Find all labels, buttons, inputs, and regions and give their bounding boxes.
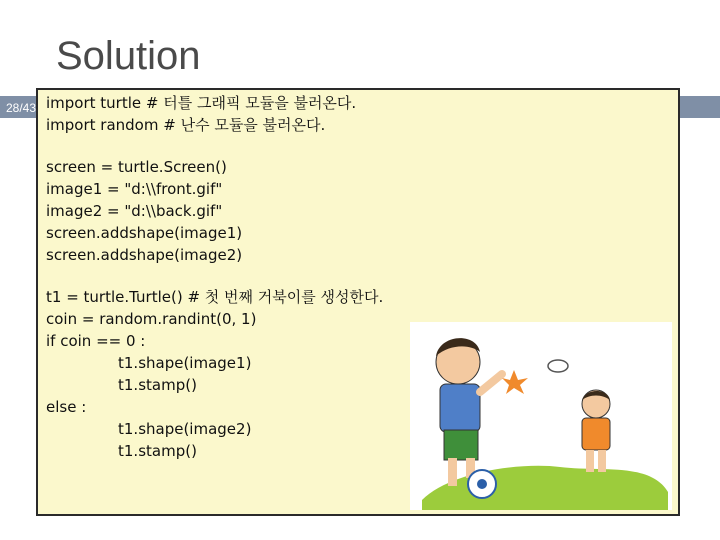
slide-title: Solution <box>56 34 201 78</box>
grass <box>422 466 668 510</box>
code-line: import random # 난수 모듈을 불러온다. <box>46 116 326 134</box>
code-line: t1.shape(image1) <box>118 354 252 372</box>
boy-shirt <box>440 384 480 432</box>
code-line: import turtle # 터틀 그래픽 모듈을 불러온다. <box>46 94 357 112</box>
slide-number: 28/43 <box>6 101 37 115</box>
small-boy-shirt <box>582 418 610 450</box>
illustration-svg <box>410 322 672 510</box>
coin-flip-illustration <box>410 322 672 510</box>
boy-shorts <box>444 430 478 460</box>
code-line: if coin == 0 : <box>46 332 146 350</box>
soccer-ball-patch <box>477 479 487 489</box>
code-line: t1 = turtle.Turtle() # 첫 번째 거북이를 생성한다. <box>46 288 384 306</box>
coin <box>548 360 568 372</box>
code-line: screen.addshape(image2) <box>46 246 243 264</box>
code-line: t1.stamp() <box>118 442 197 460</box>
code-line: t1.shape(image2) <box>118 420 252 438</box>
code-line: screen = turtle.Screen() <box>46 158 227 176</box>
code-line: coin = random.randint(0, 1) <box>46 310 257 328</box>
code-line: image2 = "d:\\back.gif" <box>46 202 223 220</box>
boy-arm <box>480 374 502 392</box>
code-line: else : <box>46 398 87 416</box>
small-boy-leg <box>598 450 606 472</box>
boy-leg <box>448 458 457 486</box>
code-line: screen.addshape(image1) <box>46 224 243 242</box>
code-line: image1 = "d:\\front.gif" <box>46 180 223 198</box>
code-line: t1.stamp() <box>118 376 197 394</box>
small-boy-leg <box>586 450 594 472</box>
